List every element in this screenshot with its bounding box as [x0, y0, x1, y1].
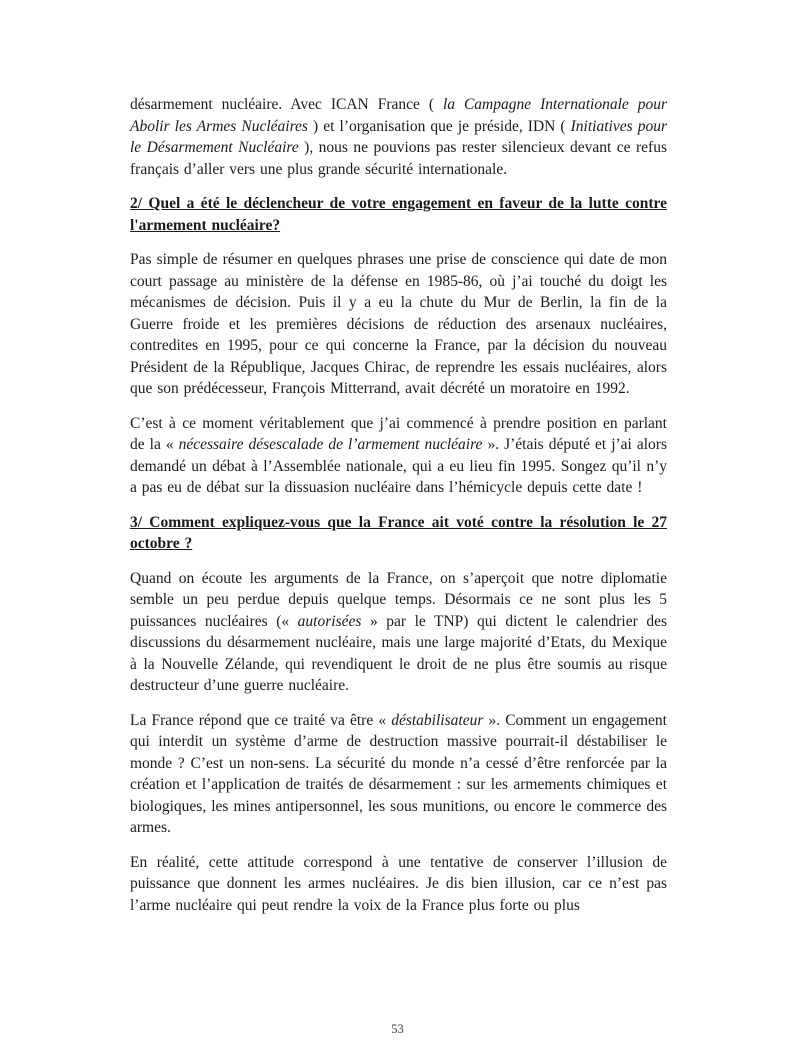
- text-run: ), nous ne pouvions pas rester silencieux devant ce refus français d’aller vers une plus grande sécurité internationale.: [130, 139, 667, 178]
- question-heading: [130, 193, 667, 236]
- paragraph: [130, 852, 667, 917]
- page-number: 53: [391, 1022, 404, 1036]
- paragraph: [130, 94, 667, 180]
- text-run: Quand on écoute les arguments de la France, on s’aperçoit que notre diplomatie semble un peu perdue depuis quelque temps. Désormais ce ne sont plus les 5 puissances nucléaires («: [130, 569, 667, 630]
- document-body: [130, 94, 667, 929]
- italic-text-run: Initiatives pour le Désarmement Nucléaire: [130, 117, 667, 156]
- text-run: ». Comment un engagement qui interdit un système d’arme de destruction massive pourrait-il déstabiliser le monde ? C’est un non-sens. La sécurité du monde n’a cessé d’être renforcée par la création et l’application de traités de désarmement : sur les armements chimiques et biologiques, les mines antipersonnel, les sous munitions, ou encore le commerce des armes.: [130, 711, 667, 836]
- text-run: La France répond que ce traité va être «: [130, 711, 392, 729]
- italic-text-run: autorisées: [297, 612, 362, 630]
- italic-text-run: déstabilisateur: [391, 711, 484, 729]
- question-heading: [130, 512, 667, 555]
- text-run: désarmement nucléaire. Avec ICAN France (: [130, 96, 443, 113]
- text-run: En réalité, cette attitude correspond à une tentative de conserver l’illusion de puissance que donnent les armes nucléaires. Je dis bien illusion, car ce n’est pas l’arme nucléaire qui peut rendre la voix de la France plus forte ou plus: [130, 853, 667, 914]
- paragraph: [130, 568, 667, 697]
- italic-text-run: nécessaire désescalade de l’armement nucléaire: [178, 436, 483, 453]
- text-run: » par le TNP) qui dictent le calendrier des discussions du désarmement nucléaire, mais une large majorité d’Etats, du Mexique à la Nouvelle Zélande, qui revendiquent le droit de ne plus être soumis au risque destructeur d’une guerre nucléaire.: [130, 612, 667, 694]
- text-run: 3/ Comment expliquez-vous que la France ait voté contre la résolution le 27 octobre ?: [130, 513, 667, 552]
- text-run: ». J’étais député et j’ai alors demandé un débat à l’Assemblée nationale, qui a eu lieu fin 1995. Songez qu’il n’y a pas eu de débat sur la dissuasion nucléaire dans l’hémicycle depuis cette date !: [130, 436, 668, 496]
- text-run: Pas simple de résumer en quelques phrases une prise de conscience qui date de mon court passage au ministère de la défense en 1985-86, où j’ai touché du doigt les mécanismes de décision. Puis il y a eu la chute du Mur de Berlin, la fin de la Guerre froide et les premières décisions de réduction des arsenaux nucléaires, contredites en 1995, pour ce qui concerne la France, par la décision du nouveau Président de la République, Jacques Chirac, de reprendre les essais nucléaires, alors que son prédécesseur, François Mitterrand, avait décrété un moratoire en 1992.: [130, 251, 667, 397]
- italic-text-run: la Campagne Internationale pour Abolir les Armes Nucléaires: [130, 96, 667, 135]
- paragraph: [130, 249, 667, 400]
- paragraph: [130, 413, 667, 499]
- text-run: C’est à ce moment véritablement que j’ai commencé à prendre position en parlant de la «: [130, 414, 667, 453]
- text-run: 2/ Quel a été le déclencheur de votre engagement en faveur de la lutte contre l'armement nucléaire?: [130, 195, 667, 234]
- text-run: ) et l’organisation que je préside, IDN (: [307, 117, 571, 135]
- paragraph: [130, 710, 667, 839]
